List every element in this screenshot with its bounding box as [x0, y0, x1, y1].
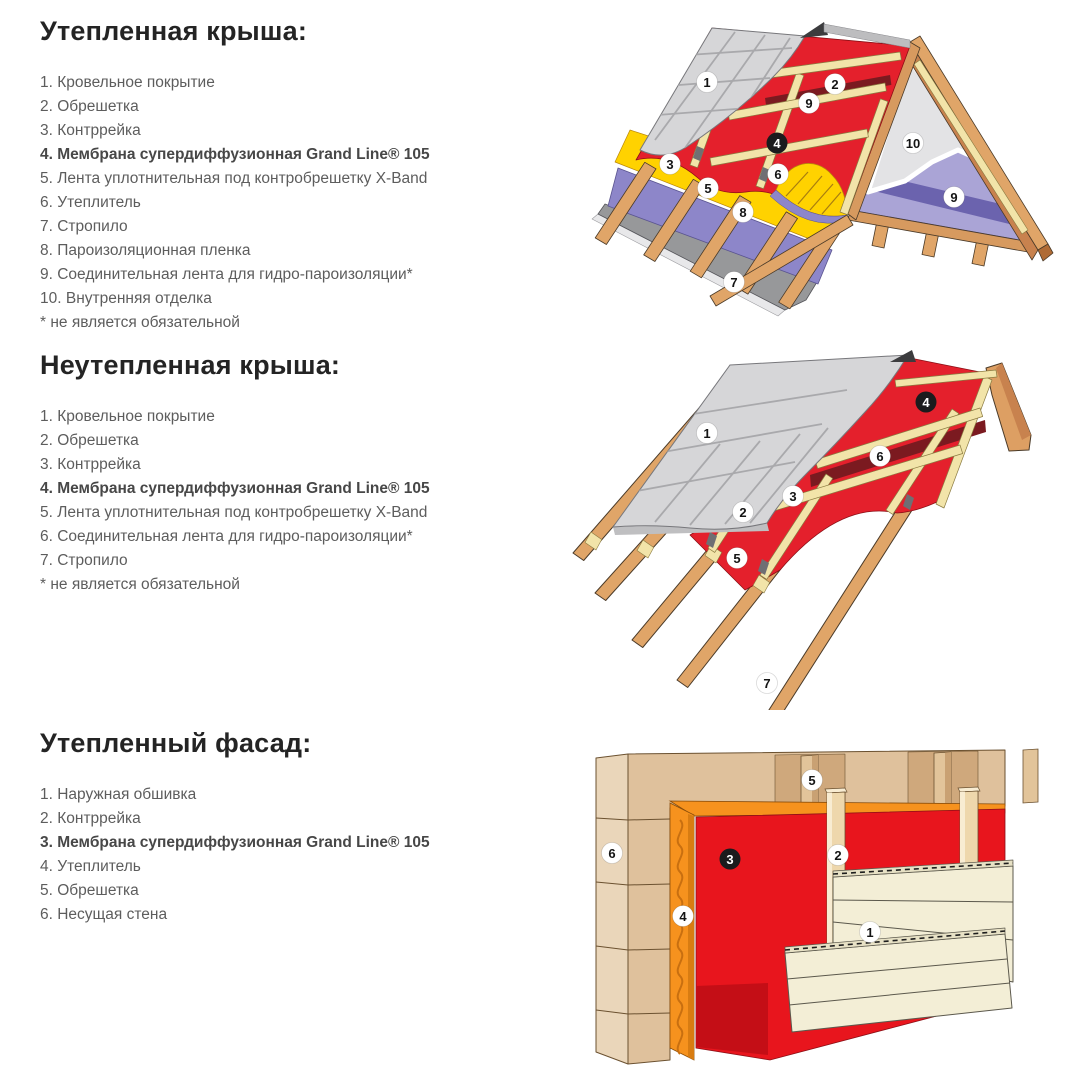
- svg-text:4: 4: [679, 908, 687, 924]
- svg-text:1: 1: [703, 74, 711, 90]
- figure-badge: [602, 843, 623, 864]
- section-title: Утепленный фасад:: [40, 728, 312, 758]
- section-insulated-roof: [40, 16, 560, 335]
- figure-badge: [799, 93, 820, 114]
- legend-item: 1. Кровельное покрытие: [40, 74, 215, 91]
- svg-text:7: 7: [763, 675, 771, 691]
- legend-item: 7. Стропило: [40, 218, 128, 235]
- legend-item: 7. Стропило: [40, 552, 128, 569]
- figure-badge: [733, 202, 754, 223]
- figure-badge: [720, 849, 741, 870]
- legend-item: 1. Кровельное покрытие: [40, 408, 215, 425]
- figure-insulated-facade: [560, 730, 1065, 1078]
- figure-badge: [768, 164, 789, 185]
- figure-badge: [825, 74, 846, 95]
- svg-text:4: 4: [773, 135, 781, 151]
- legend-item: 6. Несущая стена: [40, 906, 168, 923]
- legend-item: 2. Обрешетка: [40, 432, 139, 449]
- figure-badge: [697, 423, 718, 444]
- figure-badge: [860, 922, 881, 943]
- legend-item: 6. Утеплитель: [40, 194, 141, 211]
- legend-list: [40, 405, 560, 597]
- svg-text:6: 6: [774, 166, 782, 182]
- legend-item: 4. Мембрана супердиффузионная Grand Line® 105: [40, 146, 430, 163]
- figure-badge: [757, 673, 778, 694]
- figure-badge: [698, 178, 719, 199]
- legend-item: 1. Наружная обшивка: [40, 786, 197, 803]
- legend-item: 8. Пароизоляционная пленка: [40, 242, 251, 259]
- legend-list: [40, 71, 560, 335]
- figure-badge: [828, 845, 849, 866]
- figure-badge: [916, 392, 937, 413]
- legend-item: 2. Контррейка: [40, 810, 141, 827]
- legend-item: 4. Утеплитель: [40, 858, 141, 875]
- legend-item: 5. Обрешетка: [40, 882, 139, 899]
- figure-cold-roof: [560, 340, 1065, 710]
- roof-layers: [592, 22, 910, 316]
- svg-text:6: 6: [876, 448, 884, 464]
- figure-badge: [673, 906, 694, 927]
- svg-text:3: 3: [789, 488, 797, 504]
- legend-item: 5. Лента уплотнительная под контробрешетку X-Band: [40, 170, 428, 187]
- svg-text:2: 2: [739, 504, 747, 520]
- svg-text:5: 5: [704, 180, 712, 196]
- figure-badge: [733, 502, 754, 523]
- legend-item: 9. Соединительная лента для гидро-пароизоляции*: [40, 266, 413, 283]
- svg-text:9: 9: [805, 95, 813, 111]
- svg-text:1: 1: [703, 425, 711, 441]
- section-title: Неутепленная крыша:: [40, 350, 341, 380]
- figure-badge: [697, 72, 718, 93]
- figure-badge: [802, 770, 823, 791]
- svg-text:5: 5: [808, 772, 816, 788]
- legend-list: [40, 783, 560, 927]
- svg-text:6: 6: [608, 845, 616, 861]
- legend-item: 5. Лента уплотнительная под контробрешетку X-Band: [40, 504, 428, 521]
- svg-text:8: 8: [739, 204, 747, 220]
- legend-item: 3. Контррейка: [40, 456, 141, 473]
- svg-text:4: 4: [922, 394, 930, 410]
- legend-item: 6. Соединительная лента для гидро-пароизоляции*: [40, 528, 413, 545]
- legend-item: * не является обязательной: [40, 314, 240, 331]
- svg-text:2: 2: [834, 847, 842, 863]
- svg-text:5: 5: [733, 550, 741, 566]
- svg-text:3: 3: [666, 156, 674, 172]
- legend-item: * не является обязательной: [40, 576, 240, 593]
- legend-item: 4. Мембрана супердиффузионная Grand Line® 105: [40, 480, 430, 497]
- legend-item: 10. Внутренняя отделка: [40, 290, 212, 307]
- svg-text:3: 3: [726, 851, 734, 867]
- figure-badge: [660, 154, 681, 175]
- svg-text:2: 2: [831, 76, 839, 92]
- figure-badge: [903, 133, 924, 154]
- section-insulated-facade: [40, 728, 560, 927]
- svg-text:1: 1: [866, 924, 874, 940]
- section-cold-roof: [40, 350, 560, 597]
- figure-badge: [783, 486, 804, 507]
- figure-badge: [944, 187, 965, 208]
- figure-badge: [727, 548, 748, 569]
- svg-text:9: 9: [950, 189, 958, 205]
- svg-text:7: 7: [730, 274, 738, 290]
- section-title: Утепленная крыша:: [40, 16, 308, 46]
- svg-text:10: 10: [905, 135, 921, 151]
- figure-badge: [870, 446, 891, 467]
- legend-item: 3. Мембрана супердиффузионная Grand Line® 105: [40, 834, 430, 851]
- figure-badge: [767, 133, 788, 154]
- legend-item: 2. Обрешетка: [40, 98, 139, 115]
- figure-insulated-roof: [560, 0, 1065, 330]
- figure-badge: [724, 272, 745, 293]
- legend-item: 3. Контррейка: [40, 122, 141, 139]
